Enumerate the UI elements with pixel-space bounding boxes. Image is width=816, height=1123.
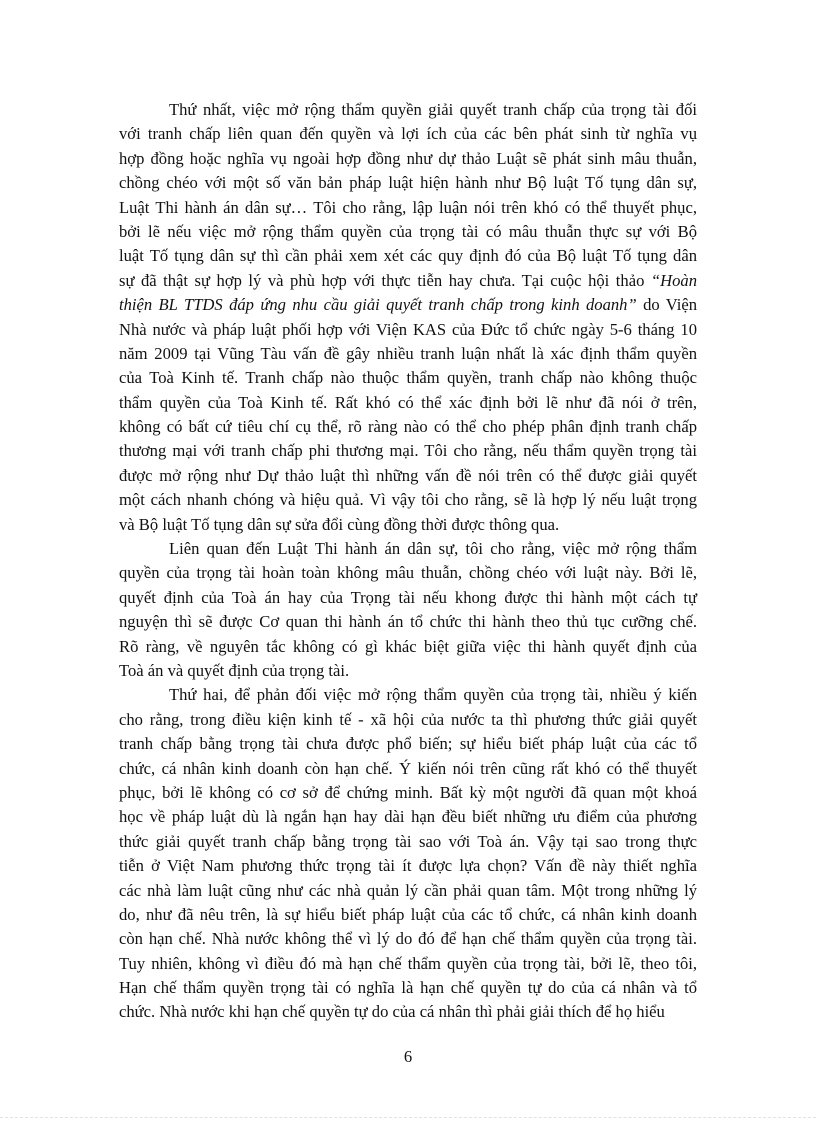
text-line: Luật Thi hành án dân sự… Tôi cho rằng, lập luận nói trên khó có thể thuyết phục, xyxy=(119,197,697,217)
text-line: quyết định của Toà án hay của Trọng tài nếu khong được thi hành một cách tự xyxy=(119,587,697,607)
text-line: và Bộ luật Tố tụng dân sự sửa đổi cùng đồng thời được thông qua. xyxy=(119,514,560,534)
text-line: còn hạn chế. Nhà nước không thể vì lý do đó để hạn chế thẩm quyền của trọng tài. xyxy=(119,929,697,949)
text-line: Tuy nhiên, không vì điều đó mà hạn chế thẩm quyền của trọng tài, bởi lẽ, theo tôi, xyxy=(119,953,697,973)
text-line: hợp đồng hoặc nghĩa vụ ngoài hợp đồng như dự thảo Luật sẽ phát sinh mâu thuẫn, xyxy=(119,148,697,168)
paragraph xyxy=(119,683,697,1024)
text-line: chức, cá nhân kinh doanh còn hạn chế. Ý kiến nói trên cũng rất khó có thể thuyết xyxy=(119,758,697,778)
text-line: sự đã thật sự hợp lý và phù hợp với thực tiễn hay chưa. Tại cuộc hội thảo “Hoàn xyxy=(119,270,697,290)
text-line: luật Tố tụng dân sự thì cần phải xem xét các quy định đó của Bộ luật Tố tụng dân xyxy=(119,246,697,266)
page-bottom-divider xyxy=(0,1117,816,1118)
text-line: Nhà nước và pháp luật phối hợp với Viện KAS của Đức tổ chức ngày 5-6 tháng 10 xyxy=(119,319,697,339)
text-line: chức. Nhà nước khi hạn chế quyền tự do của cá nhân thì phải giải thích để họ hiểu xyxy=(119,1002,665,1022)
text-line: Thứ hai, để phản đối việc mở rộng thẩm quyền của trọng tài, nhiều ý kiến xyxy=(169,685,697,705)
text-line: một cách nhanh chóng và hiệu quả. Vì vậy tôi cho rằng, sẽ là hợp lý nếu luật trọng xyxy=(119,490,697,510)
text-line: thẩm quyền của Toà Kinh tế. Rất khó có thể xác định bởi lẽ như đã nói ở trên, xyxy=(119,392,697,412)
body-text xyxy=(119,98,697,1025)
text-line: chồng chéo với một số văn bản pháp luật hiện hành như Bộ luật Tố tụng dân sự, xyxy=(119,173,697,193)
text-line: bởi lẽ nếu việc mở rộng thẩm quyền của trọng tài có mâu thuẫn thực sự với Bộ xyxy=(119,221,697,241)
text-line: các nhà làm luật cũng như các nhà quản lý cần phải quan tâm. Một trong những lý xyxy=(119,880,697,900)
text-line: thương mại với tranh chấp phi thương mại. Tôi cho rằng, nếu thẩm quyền trọng tài xyxy=(119,441,697,461)
text-line: phục, bởi lẽ không có cơ sở để chứng minh. Bất kỳ một người đã quan một khoá xyxy=(119,782,697,802)
text-line: Hạn chế thẩm quyền trọng tài có nghĩa là hạn chế quyền tự do của cá nhân và tổ xyxy=(119,978,697,998)
conference-title-italic: thiện BL TTDS đáp ứng nhu cầu giải quyết tranh chấp trong kinh doanh” xyxy=(119,295,637,315)
text-line: cho rằng, trong điều kiện kinh tế - xã hội của nước ta thì phương thức giải quyết xyxy=(119,709,697,729)
page-number: 6 xyxy=(403,1047,413,1066)
text-line: không có bất cứ tiêu chí cụ thể, rõ ràng nào có thể cho phép phân định tranh chấp xyxy=(119,417,697,437)
text-line: Liên quan đến Luật Thi hành án dân sự, tôi cho rằng, việc mở rộng thẩm xyxy=(169,539,697,559)
text-line: do, như đã nêu trên, là sự hiểu biết pháp luật của các tổ chức, cá nhân kinh doanh xyxy=(119,904,697,924)
paragraph xyxy=(119,98,697,537)
text-line: thức giải quyết tranh chấp bằng trọng tài sao với Toà án. Vậy tại sao trong thực xyxy=(119,831,697,851)
text-line: thiện BL TTDS đáp ứng nhu cầu giải quyết tranh chấp trong kinh doanh” do Viện xyxy=(119,295,697,315)
text-line: năm 2009 tại Vũng Tàu vấn đề gây nhiều tranh luận nhất là xác định thẩm quyền xyxy=(119,343,697,363)
text-line: của Toà Kinh tế. Tranh chấp nào thuộc thẩm quyền, tranh chấp nào không thuộc xyxy=(119,368,697,388)
text-line: quyền của trọng tài hoàn toàn không mâu thuẫn, chồng chéo với luật này. Bởi lẽ, xyxy=(119,563,697,583)
text-line: Rõ ràng, về nguyên tắc không có gì khác biệt giữa việc thi hành quyết định của xyxy=(119,636,697,656)
conference-title-italic: “Hoàn xyxy=(650,270,697,290)
text-line: với tranh chấp liên quan đến quyền và lợi ích của các bên phát sinh từ nghĩa vụ xyxy=(119,124,697,144)
text-line: được mở rộng như Dự thảo luật thì những vấn đề nói trên có thể được giải quyết xyxy=(119,465,697,485)
text-line: Thứ nhất, việc mở rộng thẩm quyền giải quyết tranh chấp của trọng tài đối xyxy=(169,100,697,119)
text-line: tranh chấp bằng trọng tài chưa được phổ biến; sự hiểu biết pháp luật của các tổ xyxy=(119,734,697,754)
paragraph xyxy=(119,537,697,683)
text-line: Toà án và quyết định của trọng tài. xyxy=(119,660,350,680)
text-line: tiễn ở Việt Nam phương thức trọng tài ít được lựa chọn? Vấn đề này thiết nghĩa xyxy=(119,856,697,876)
text-line: học về pháp luật dù là ngắn hạn hay dài hạn đều biết những ưu điểm của phương xyxy=(119,807,697,827)
text-line: nguyện thì sẽ được Cơ quan thi hành án tổ chức thi hành theo thủ tục cưỡng chế. xyxy=(119,612,697,632)
